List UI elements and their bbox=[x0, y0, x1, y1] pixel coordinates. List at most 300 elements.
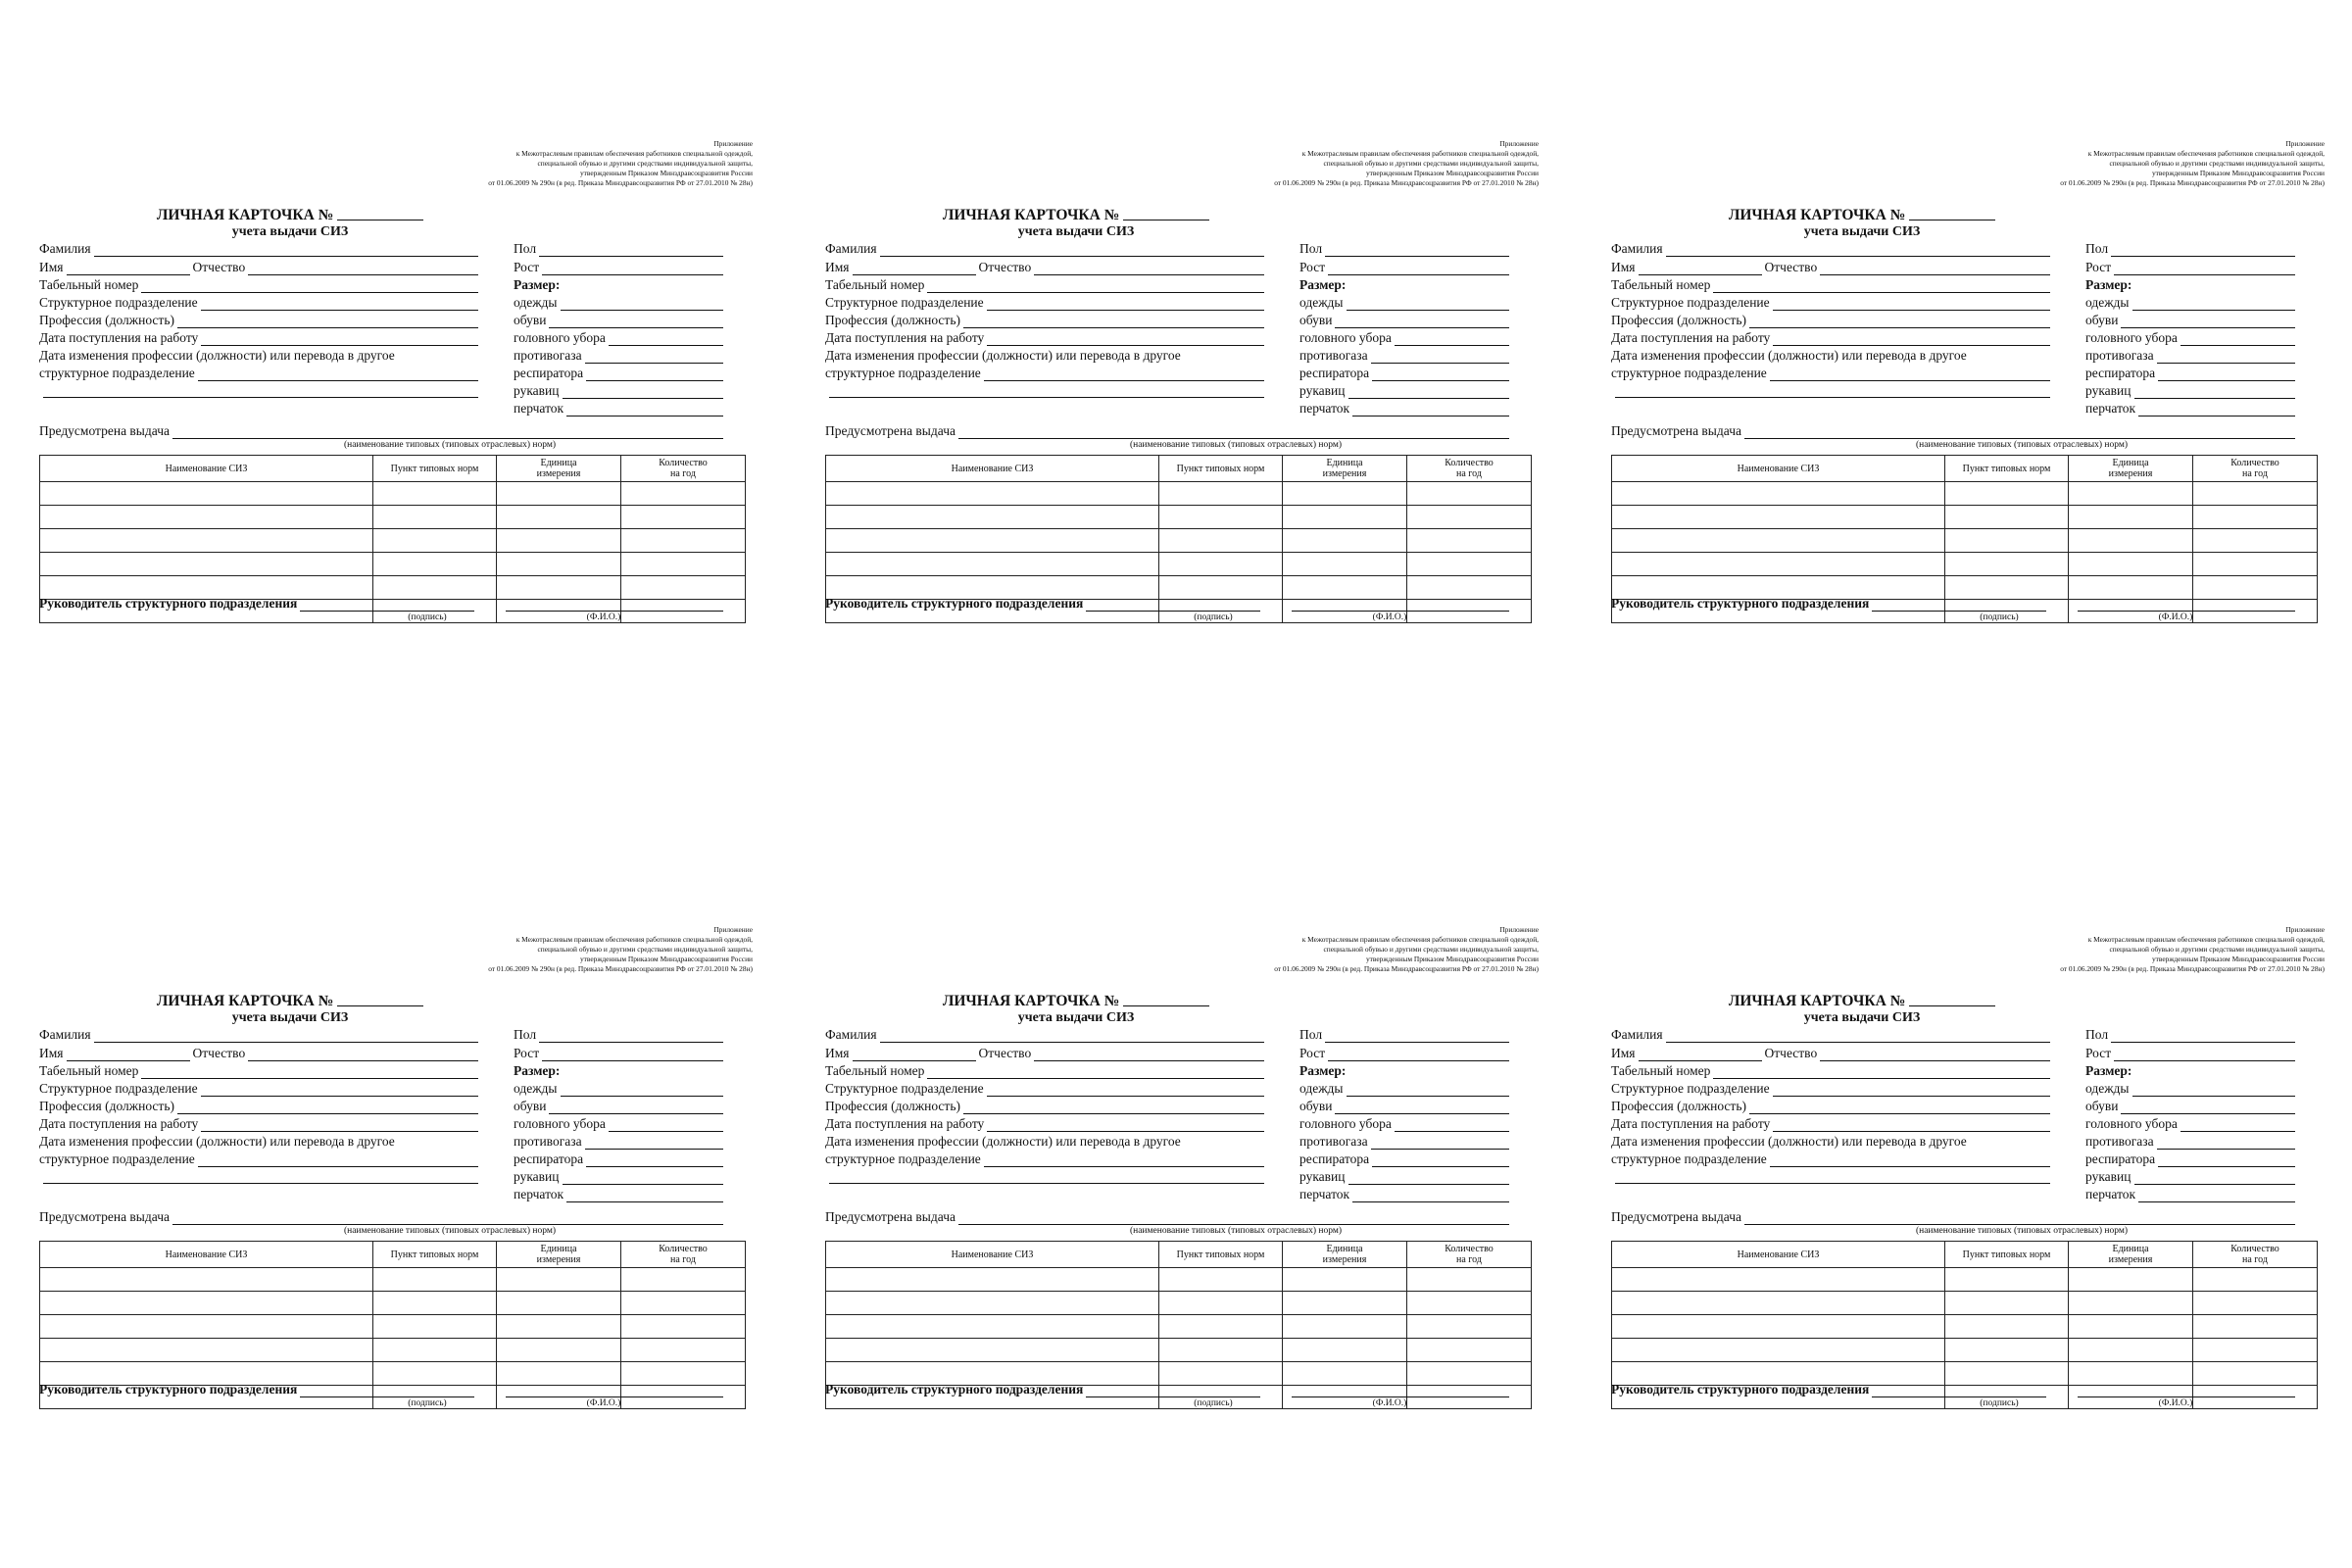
height-field[interactable] bbox=[1328, 262, 1509, 275]
table-cell[interactable] bbox=[1407, 506, 1532, 529]
table-cell[interactable] bbox=[2193, 529, 2318, 553]
patronymic-field[interactable] bbox=[1820, 262, 2050, 275]
mittens-size-field[interactable] bbox=[563, 1171, 724, 1185]
hire-date-field[interactable] bbox=[201, 1118, 478, 1132]
table-cell[interactable] bbox=[621, 1268, 746, 1292]
table-cell[interactable] bbox=[1159, 553, 1283, 576]
table-cell[interactable] bbox=[1612, 482, 1945, 506]
column-header: Количество на год bbox=[2193, 1242, 2318, 1268]
table-cell[interactable] bbox=[40, 506, 373, 529]
sex-field[interactable] bbox=[2111, 243, 2295, 257]
table-cell[interactable] bbox=[1945, 553, 2069, 576]
table-cell[interactable] bbox=[1407, 1315, 1532, 1339]
name-row: Имя Отчество bbox=[39, 260, 478, 275]
table-cell[interactable] bbox=[621, 529, 746, 553]
head-row: Руководитель структурного подразделения bbox=[825, 1382, 1276, 1397]
table-row bbox=[40, 1268, 746, 1292]
table-cell[interactable] bbox=[826, 506, 1159, 529]
mittens-size-field[interactable] bbox=[2134, 385, 2296, 399]
shoes-size-row: обуви bbox=[1299, 313, 1509, 328]
table-cell[interactable] bbox=[1407, 1292, 1532, 1315]
height-field[interactable] bbox=[1328, 1048, 1509, 1061]
sex-field[interactable] bbox=[1325, 1029, 1509, 1043]
sex-field[interactable] bbox=[2111, 1029, 2295, 1043]
change-unit-field[interactable] bbox=[1770, 368, 2050, 381]
table-cell[interactable] bbox=[2193, 576, 2318, 600]
name-field[interactable] bbox=[853, 262, 976, 275]
table-row bbox=[1612, 1315, 2318, 1339]
table-cell[interactable] bbox=[1407, 1339, 1532, 1362]
table-cell[interactable] bbox=[40, 482, 373, 506]
table-cell[interactable] bbox=[1612, 529, 1945, 553]
shoes-size-field[interactable] bbox=[549, 1101, 723, 1114]
card-number-field[interactable] bbox=[1123, 992, 1209, 1006]
head-row: Руководитель структурного подразделения bbox=[1611, 596, 2062, 612]
patronymic-field[interactable] bbox=[1820, 1048, 2050, 1061]
table-cell[interactable] bbox=[826, 1315, 1159, 1339]
table-cell[interactable] bbox=[373, 553, 497, 576]
surname-field[interactable] bbox=[1666, 243, 2050, 257]
table-cell[interactable] bbox=[373, 482, 497, 506]
change-unit-row: структурное подразделение bbox=[1611, 366, 2050, 381]
table-cell[interactable] bbox=[826, 529, 1159, 553]
respirator-size-field[interactable] bbox=[1372, 1153, 1509, 1167]
issue-norms-field[interactable] bbox=[1744, 425, 2295, 439]
hire-date-field[interactable] bbox=[1773, 1118, 2050, 1132]
table-cell[interactable] bbox=[2069, 1315, 2193, 1339]
profession-field[interactable] bbox=[1749, 315, 2050, 328]
table-cell[interactable] bbox=[40, 553, 373, 576]
mittens-size-field[interactable] bbox=[563, 385, 724, 399]
sex-field[interactable] bbox=[539, 1029, 723, 1043]
table-cell[interactable] bbox=[497, 482, 621, 506]
change-unit-row: структурное подразделение bbox=[825, 366, 1264, 381]
table-cell[interactable] bbox=[621, 1315, 746, 1339]
respirator-size-row: респиратора bbox=[2085, 366, 2295, 381]
table-cell[interactable] bbox=[40, 1292, 373, 1315]
hire-date-field[interactable] bbox=[1773, 332, 2050, 346]
patronymic-field[interactable] bbox=[248, 262, 478, 275]
headwear-size-field[interactable] bbox=[1395, 1118, 1509, 1132]
signature-field[interactable] bbox=[1872, 1384, 2046, 1397]
respirator-size-field[interactable] bbox=[586, 1153, 723, 1167]
table-cell[interactable] bbox=[1159, 506, 1283, 529]
table-cell[interactable] bbox=[497, 1339, 621, 1362]
size-header: Размер: bbox=[514, 1063, 561, 1078]
surname-field[interactable] bbox=[880, 1029, 1264, 1043]
respirator-size-field[interactable] bbox=[586, 368, 723, 381]
surname-field[interactable] bbox=[880, 243, 1264, 257]
column-header: Единица измерения bbox=[497, 1242, 621, 1268]
change-unit-field[interactable] bbox=[1770, 1153, 2050, 1167]
tab-number-field[interactable] bbox=[927, 279, 1264, 293]
gloves-size-field[interactable] bbox=[1352, 1189, 1509, 1202]
profession-field[interactable] bbox=[177, 315, 478, 328]
structural-unit-row: Структурное подразделение bbox=[1611, 1081, 2050, 1097]
shoes-size-field[interactable] bbox=[549, 315, 723, 328]
issue-norms-field[interactable] bbox=[172, 425, 723, 439]
table-cell[interactable] bbox=[1283, 553, 1407, 576]
column-header: Пункт типовых норм bbox=[373, 1242, 497, 1268]
table-cell[interactable] bbox=[1407, 529, 1532, 553]
table-cell[interactable] bbox=[826, 1339, 1159, 1362]
gloves-size-field[interactable] bbox=[566, 403, 723, 416]
tab-number-field[interactable] bbox=[141, 279, 478, 293]
mittens-size-field[interactable] bbox=[1348, 385, 1510, 399]
table-cell[interactable] bbox=[1159, 482, 1283, 506]
issue-norms-field[interactable] bbox=[172, 1211, 723, 1225]
column-header: Пункт типовых норм bbox=[1945, 1242, 2069, 1268]
tab-number-field[interactable] bbox=[1713, 279, 2050, 293]
annex-note: Приложение к Межотраслевым правилам обеспечения работников специальной одеждой, специальной обувью и другими средствами индивидуальной защиты, утвержденным Приказом Минздравсоцразвития России от 01.06.2009 № 290н (в ред. Приказа Минздравсоцразвития РФ от 27.01.2010 № 28н) bbox=[488, 925, 753, 973]
headwear-size-field[interactable] bbox=[609, 332, 723, 346]
table-cell[interactable] bbox=[1283, 482, 1407, 506]
patronymic-field[interactable] bbox=[1034, 1048, 1264, 1061]
shoes-size-field[interactable] bbox=[2121, 315, 2295, 328]
hire-date-row: Дата поступления на работу bbox=[39, 330, 478, 346]
table-row bbox=[826, 482, 1532, 506]
change-unit-field[interactable] bbox=[984, 1153, 1264, 1167]
table-cell[interactable] bbox=[621, 1362, 746, 1386]
table-cell[interactable] bbox=[1612, 506, 1945, 529]
structural-unit-row: Структурное подразделение bbox=[825, 295, 1264, 311]
fio-field[interactable] bbox=[1292, 1396, 1509, 1397]
height-field[interactable] bbox=[542, 262, 723, 275]
profession-field[interactable] bbox=[1749, 1101, 2050, 1114]
gas-mask-size-field[interactable] bbox=[585, 350, 723, 364]
table-cell[interactable] bbox=[40, 1315, 373, 1339]
table-cell[interactable] bbox=[2193, 506, 2318, 529]
fio-field[interactable] bbox=[506, 1396, 723, 1397]
column-header: Единица измерения bbox=[2069, 456, 2193, 482]
card-number-field[interactable] bbox=[1909, 206, 1995, 220]
table-cell[interactable] bbox=[373, 1315, 497, 1339]
table-row bbox=[826, 529, 1532, 553]
gas-mask-size-field[interactable] bbox=[2157, 350, 2295, 364]
gloves-size-field[interactable] bbox=[566, 1189, 723, 1202]
change-unit-field[interactable] bbox=[198, 1153, 478, 1167]
card-number-field[interactable] bbox=[1123, 206, 1209, 220]
extra-line[interactable] bbox=[1615, 1182, 2050, 1184]
head-row: Руководитель структурного подразделения bbox=[39, 1382, 490, 1397]
head-row: Руководитель структурного подразделения bbox=[825, 596, 1276, 612]
table-cell[interactable] bbox=[1945, 1268, 2069, 1292]
table-row bbox=[826, 1315, 1532, 1339]
extra-line[interactable] bbox=[829, 396, 1264, 398]
table-cell[interactable] bbox=[40, 1268, 373, 1292]
table-cell[interactable] bbox=[1283, 1268, 1407, 1292]
surname-field[interactable] bbox=[1666, 1029, 2050, 1043]
clothes-size-field[interactable] bbox=[1347, 297, 1510, 311]
hire-date-row: Дата поступления на работу bbox=[1611, 1116, 2050, 1132]
card-number-field[interactable] bbox=[1909, 992, 1995, 1006]
mittens-size-field[interactable] bbox=[1348, 1171, 1510, 1185]
table-cell[interactable] bbox=[621, 553, 746, 576]
height-field[interactable] bbox=[2114, 262, 2295, 275]
table-row bbox=[40, 553, 746, 576]
fio-field[interactable] bbox=[2078, 1396, 2295, 1397]
table-cell[interactable] bbox=[1407, 1268, 1532, 1292]
clothes-size-field[interactable] bbox=[561, 1083, 724, 1097]
surname-field[interactable] bbox=[94, 1029, 478, 1043]
table-cell[interactable] bbox=[2193, 1315, 2318, 1339]
table-cell[interactable] bbox=[1159, 1315, 1283, 1339]
table-cell[interactable] bbox=[497, 1362, 621, 1386]
table-cell[interactable] bbox=[2069, 1268, 2193, 1292]
table-cell[interactable] bbox=[1945, 1292, 2069, 1315]
signature-field[interactable] bbox=[300, 598, 474, 612]
table-cell[interactable] bbox=[621, 506, 746, 529]
respirator-size-field[interactable] bbox=[2158, 1153, 2295, 1167]
mittens-size-row: рукавиц bbox=[514, 1169, 723, 1185]
respirator-size-field[interactable] bbox=[2158, 368, 2295, 381]
table-cell[interactable] bbox=[1945, 529, 2069, 553]
table-row bbox=[1612, 529, 2318, 553]
shoes-size-field[interactable] bbox=[1335, 1101, 1509, 1114]
table-cell[interactable] bbox=[1612, 1315, 1945, 1339]
sex-field[interactable] bbox=[1325, 243, 1509, 257]
table-cell[interactable] bbox=[1283, 576, 1407, 600]
issue-caption: (наименование типовых (типовых отраслевых) норм) bbox=[1129, 1226, 1343, 1236]
column-header: Единица измерения bbox=[497, 456, 621, 482]
hire-date-field[interactable] bbox=[987, 1118, 1264, 1132]
issue-norms-field[interactable] bbox=[1744, 1211, 2295, 1225]
surname-field[interactable] bbox=[94, 243, 478, 257]
signature-field[interactable] bbox=[1086, 598, 1260, 612]
fio-caption: (Ф.И.О.) bbox=[586, 612, 621, 622]
structural-unit-field[interactable] bbox=[1773, 1083, 2050, 1097]
head-row: Руководитель структурного подразделения bbox=[39, 596, 490, 612]
table-cell[interactable] bbox=[2069, 553, 2193, 576]
tab-number-row: Табельный номер bbox=[825, 1063, 1264, 1079]
name-row: Имя Отчество bbox=[825, 1046, 1264, 1061]
extra-line[interactable] bbox=[1615, 396, 2050, 398]
table-cell[interactable] bbox=[2069, 506, 2193, 529]
table-cell[interactable] bbox=[621, 1292, 746, 1315]
table-cell[interactable] bbox=[2069, 1292, 2193, 1315]
clothes-size-field[interactable] bbox=[2132, 1083, 2296, 1097]
table-cell[interactable] bbox=[621, 1339, 746, 1362]
table-cell[interactable] bbox=[1159, 529, 1283, 553]
fio-field[interactable] bbox=[506, 610, 723, 612]
personal-card bbox=[39, 925, 753, 1435]
profession-field[interactable] bbox=[963, 315, 1264, 328]
structural-unit-field[interactable] bbox=[1773, 297, 2050, 311]
issue-norms-field[interactable] bbox=[958, 425, 1509, 439]
headwear-size-row: головного убора bbox=[1299, 330, 1509, 346]
table-cell[interactable] bbox=[621, 482, 746, 506]
clothes-size-field[interactable] bbox=[2132, 297, 2296, 311]
table-cell[interactable] bbox=[373, 1339, 497, 1362]
table-cell[interactable] bbox=[497, 506, 621, 529]
table-row bbox=[826, 1268, 1532, 1292]
profession-field[interactable] bbox=[963, 1101, 1264, 1114]
table-cell[interactable] bbox=[373, 506, 497, 529]
table-cell[interactable] bbox=[826, 1292, 1159, 1315]
table-cell[interactable] bbox=[2069, 1362, 2193, 1386]
annex-note: Приложение к Межотраслевым правилам обеспечения работников специальной одеждой, специальной обувью и другими средствами индивидуальной защиты, утвержденным Приказом Минздравсоцразвития России от 01.06.2009 № 290н (в ред. Приказа Минздравсоцразвития РФ от 27.01.2010 № 28н) bbox=[488, 139, 753, 187]
structural-unit-field[interactable] bbox=[987, 297, 1264, 311]
headwear-size-row: головного убора bbox=[1299, 1116, 1509, 1132]
table-cell[interactable] bbox=[1945, 506, 2069, 529]
column-header: Количество на год bbox=[621, 1242, 746, 1268]
gas-mask-size-field[interactable] bbox=[585, 1136, 723, 1150]
shoes-size-field[interactable] bbox=[2121, 1101, 2295, 1114]
table-cell[interactable] bbox=[1407, 482, 1532, 506]
table-cell[interactable] bbox=[1283, 1315, 1407, 1339]
table-cell[interactable] bbox=[1612, 1292, 1945, 1315]
sex-field[interactable] bbox=[539, 243, 723, 257]
table-cell[interactable] bbox=[1283, 1362, 1407, 1386]
table-cell[interactable] bbox=[1945, 482, 2069, 506]
profession-row: Профессия (должность) bbox=[1611, 1099, 2050, 1114]
table-cell[interactable] bbox=[1159, 1292, 1283, 1315]
headwear-size-field[interactable] bbox=[1395, 332, 1509, 346]
height-field[interactable] bbox=[542, 1048, 723, 1061]
table-cell[interactable] bbox=[497, 529, 621, 553]
signature-field[interactable] bbox=[1086, 1384, 1260, 1397]
name-field[interactable] bbox=[1639, 1048, 1762, 1061]
card-number-field[interactable] bbox=[337, 206, 423, 220]
table-cell[interactable] bbox=[621, 576, 746, 600]
column-header: Наименование СИЗ bbox=[40, 1242, 373, 1268]
table-cell[interactable] bbox=[1283, 1292, 1407, 1315]
table-cell[interactable] bbox=[1407, 576, 1532, 600]
profession-field[interactable] bbox=[177, 1101, 478, 1114]
headwear-size-field[interactable] bbox=[609, 1118, 723, 1132]
table-cell[interactable] bbox=[1945, 1315, 2069, 1339]
table-cell[interactable] bbox=[2193, 1362, 2318, 1386]
table-cell[interactable] bbox=[1612, 553, 1945, 576]
structural-unit-field[interactable] bbox=[201, 297, 478, 311]
table-cell[interactable] bbox=[1945, 1339, 2069, 1362]
table-cell[interactable] bbox=[2069, 529, 2193, 553]
name-field[interactable] bbox=[67, 1048, 190, 1061]
gas-mask-size-field[interactable] bbox=[1371, 1136, 1509, 1150]
fio-field[interactable] bbox=[2078, 610, 2295, 612]
extra-line[interactable] bbox=[829, 1182, 1264, 1184]
table-cell[interactable] bbox=[2193, 482, 2318, 506]
table-cell[interactable] bbox=[1612, 1268, 1945, 1292]
patronymic-field[interactable] bbox=[1034, 262, 1264, 275]
table-cell[interactable] bbox=[40, 529, 373, 553]
fio-caption: (Ф.И.О.) bbox=[2158, 1398, 2193, 1408]
issue-row: Предусмотрена выдача bbox=[1611, 423, 2295, 439]
gloves-size-field[interactable] bbox=[2138, 403, 2295, 416]
gas-mask-size-field[interactable] bbox=[2157, 1136, 2295, 1150]
column-header: Пункт типовых норм bbox=[1159, 456, 1283, 482]
table-cell[interactable] bbox=[497, 1315, 621, 1339]
hire-date-field[interactable] bbox=[987, 332, 1264, 346]
table-cell[interactable] bbox=[1407, 1362, 1532, 1386]
fio-field[interactable] bbox=[1292, 610, 1509, 612]
name-field[interactable] bbox=[1639, 262, 1762, 275]
hire-date-field[interactable] bbox=[201, 332, 478, 346]
respirator-size-row: респиратора bbox=[1299, 366, 1509, 381]
size-header: Размер: bbox=[1299, 1063, 1347, 1078]
headwear-size-field[interactable] bbox=[2180, 332, 2295, 346]
table-cell[interactable] bbox=[40, 1339, 373, 1362]
gas-mask-size-field[interactable] bbox=[1371, 350, 1509, 364]
table-cell[interactable] bbox=[1283, 1339, 1407, 1362]
table-cell[interactable] bbox=[373, 1268, 497, 1292]
change-unit-field[interactable] bbox=[198, 368, 478, 381]
table-cell[interactable] bbox=[373, 1292, 497, 1315]
headwear-size-field[interactable] bbox=[2180, 1118, 2295, 1132]
name-row: Имя Отчество bbox=[39, 1046, 478, 1061]
extra-line[interactable] bbox=[43, 396, 478, 398]
table-cell[interactable] bbox=[1283, 529, 1407, 553]
annex-note: Приложение к Межотраслевым правилам обеспечения работников специальной одеждой, специальной обувью и другими средствами индивидуальной защиты, утвержденным Приказом Минздравсоцразвития России от 01.06.2009 № 290н (в ред. Приказа Минздравсоцразвития РФ от 27.01.2010 № 28н) bbox=[1274, 925, 1539, 973]
table-cell[interactable] bbox=[1159, 1268, 1283, 1292]
shoes-size-field[interactable] bbox=[1335, 315, 1509, 328]
table-cell[interactable] bbox=[2069, 576, 2193, 600]
signature-field[interactable] bbox=[1872, 598, 2046, 612]
patronymic-field[interactable] bbox=[248, 1048, 478, 1061]
tab-number-row: Табельный номер bbox=[39, 277, 478, 293]
tab-number-field[interactable] bbox=[1713, 1065, 2050, 1079]
sex-row: Пол bbox=[2085, 1027, 2295, 1043]
structural-unit-row: Структурное подразделение bbox=[1611, 295, 2050, 311]
table-cell[interactable] bbox=[2193, 1292, 2318, 1315]
table-cell[interactable] bbox=[2193, 553, 2318, 576]
structural-unit-field[interactable] bbox=[201, 1083, 478, 1097]
table-cell[interactable] bbox=[1283, 506, 1407, 529]
column-header: Количество на год bbox=[621, 456, 746, 482]
structural-unit-field[interactable] bbox=[987, 1083, 1264, 1097]
table-cell[interactable] bbox=[826, 482, 1159, 506]
table-cell[interactable] bbox=[826, 1268, 1159, 1292]
table-cell[interactable] bbox=[1407, 553, 1532, 576]
gloves-size-field[interactable] bbox=[2138, 1189, 2295, 1202]
table-cell[interactable] bbox=[497, 576, 621, 600]
table-cell[interactable] bbox=[2193, 1339, 2318, 1362]
table-cell[interactable] bbox=[497, 1292, 621, 1315]
table-row bbox=[40, 482, 746, 506]
extra-line[interactable] bbox=[43, 1182, 478, 1184]
clothes-size-field[interactable] bbox=[561, 297, 724, 311]
table-cell[interactable] bbox=[2069, 1339, 2193, 1362]
table-cell[interactable] bbox=[497, 553, 621, 576]
height-field[interactable] bbox=[2114, 1048, 2295, 1061]
gloves-size-row: перчаток bbox=[514, 401, 723, 416]
card-number-field[interactable] bbox=[337, 992, 423, 1006]
column-header: Пункт типовых норм bbox=[1945, 456, 2069, 482]
table-cell[interactable] bbox=[373, 529, 497, 553]
table-cell[interactable] bbox=[1612, 1339, 1945, 1362]
name-field[interactable] bbox=[67, 262, 190, 275]
table-cell[interactable] bbox=[826, 553, 1159, 576]
name-field[interactable] bbox=[853, 1048, 976, 1061]
profession-row: Профессия (должность) bbox=[39, 1099, 478, 1114]
gloves-size-field[interactable] bbox=[1352, 403, 1509, 416]
table-cell[interactable] bbox=[497, 1268, 621, 1292]
size-header: Размер: bbox=[1299, 277, 1347, 292]
issue-norms-field[interactable] bbox=[958, 1211, 1509, 1225]
tab-number-field[interactable] bbox=[927, 1065, 1264, 1079]
respirator-size-field[interactable] bbox=[1372, 368, 1509, 381]
mittens-size-field[interactable] bbox=[2134, 1171, 2296, 1185]
table-cell[interactable] bbox=[2193, 1268, 2318, 1292]
table-cell[interactable] bbox=[1159, 1339, 1283, 1362]
change-unit-field[interactable] bbox=[984, 368, 1264, 381]
gas-mask-size-row: противогаза bbox=[1299, 1134, 1509, 1150]
signature-field[interactable] bbox=[300, 1384, 474, 1397]
clothes-size-row: одежды bbox=[1299, 1081, 1509, 1097]
clothes-size-field[interactable] bbox=[1347, 1083, 1510, 1097]
table-cell[interactable] bbox=[2069, 482, 2193, 506]
tab-number-field[interactable] bbox=[141, 1065, 478, 1079]
